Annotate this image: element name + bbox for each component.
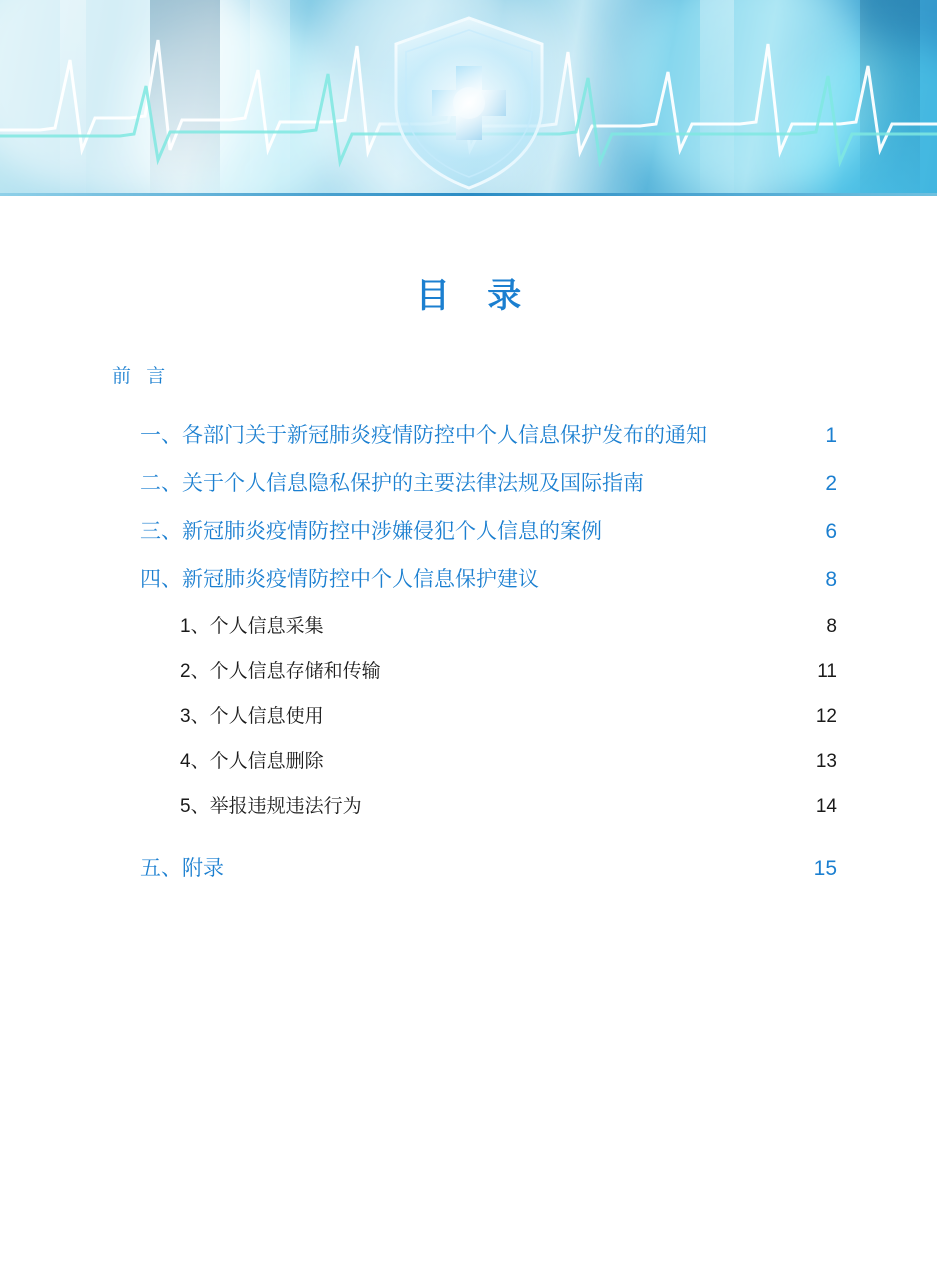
toc-entry-label: 3、个人信息使用 bbox=[180, 706, 324, 727]
toc-entry[interactable] bbox=[180, 692, 837, 737]
toc-entry[interactable] bbox=[140, 506, 837, 554]
banner-bottom-rule bbox=[0, 193, 937, 196]
toc-entry-label: 1、个人信息采集 bbox=[180, 616, 324, 637]
toc-entry-label: 一、各部门关于新冠肺炎疫情防控中个人信息保护发布的通知 bbox=[140, 424, 707, 447]
toc-entry-label: 四、新冠肺炎疫情防控中个人信息保护建议 bbox=[140, 568, 539, 591]
toc-entry[interactable] bbox=[140, 410, 837, 458]
toc-entry[interactable] bbox=[180, 737, 837, 782]
toc-entry[interactable] bbox=[180, 602, 837, 647]
table-of-contents bbox=[0, 410, 937, 891]
toc-entry-page: 8 bbox=[825, 568, 837, 591]
toc-entry-page: 15 bbox=[813, 857, 837, 880]
toc-entry-page: 11 bbox=[817, 661, 837, 682]
preface-label: 前 言 bbox=[112, 366, 171, 387]
toc-entry-page: 6 bbox=[825, 520, 837, 543]
header-banner bbox=[0, 0, 937, 196]
toc-entry[interactable] bbox=[180, 647, 837, 692]
page-title: 目 录 bbox=[415, 277, 536, 315]
toc-entry-page: 14 bbox=[815, 796, 837, 817]
toc-entry-label: 4、个人信息删除 bbox=[180, 751, 324, 772]
medical-shield-cross-icon bbox=[364, 8, 574, 196]
toc-entry-page: 13 bbox=[815, 751, 837, 772]
toc-entry-label: 2、个人信息存储和传输 bbox=[180, 661, 381, 682]
toc-entry[interactable] bbox=[140, 843, 837, 891]
toc-entry-label: 三、新冠肺炎疫情防控中涉嫌侵犯个人信息的案例 bbox=[140, 520, 602, 543]
toc-entry-page: 8 bbox=[826, 616, 837, 637]
toc-entry[interactable] bbox=[140, 458, 837, 506]
toc-entry[interactable] bbox=[140, 554, 837, 602]
toc-entry-page: 2 bbox=[825, 472, 837, 495]
shield-glow bbox=[359, 3, 579, 196]
toc-entry-label: 二、关于个人信息隐私保护的主要法律法规及国际指南 bbox=[140, 472, 644, 495]
toc-entry[interactable] bbox=[180, 782, 837, 827]
toc-entry-page: 1 bbox=[825, 424, 837, 447]
toc-entry-label: 5、举报违规违法行为 bbox=[180, 796, 362, 817]
toc-entry-page: 12 bbox=[815, 706, 837, 727]
toc-entry-label: 五、附录 bbox=[140, 857, 224, 880]
